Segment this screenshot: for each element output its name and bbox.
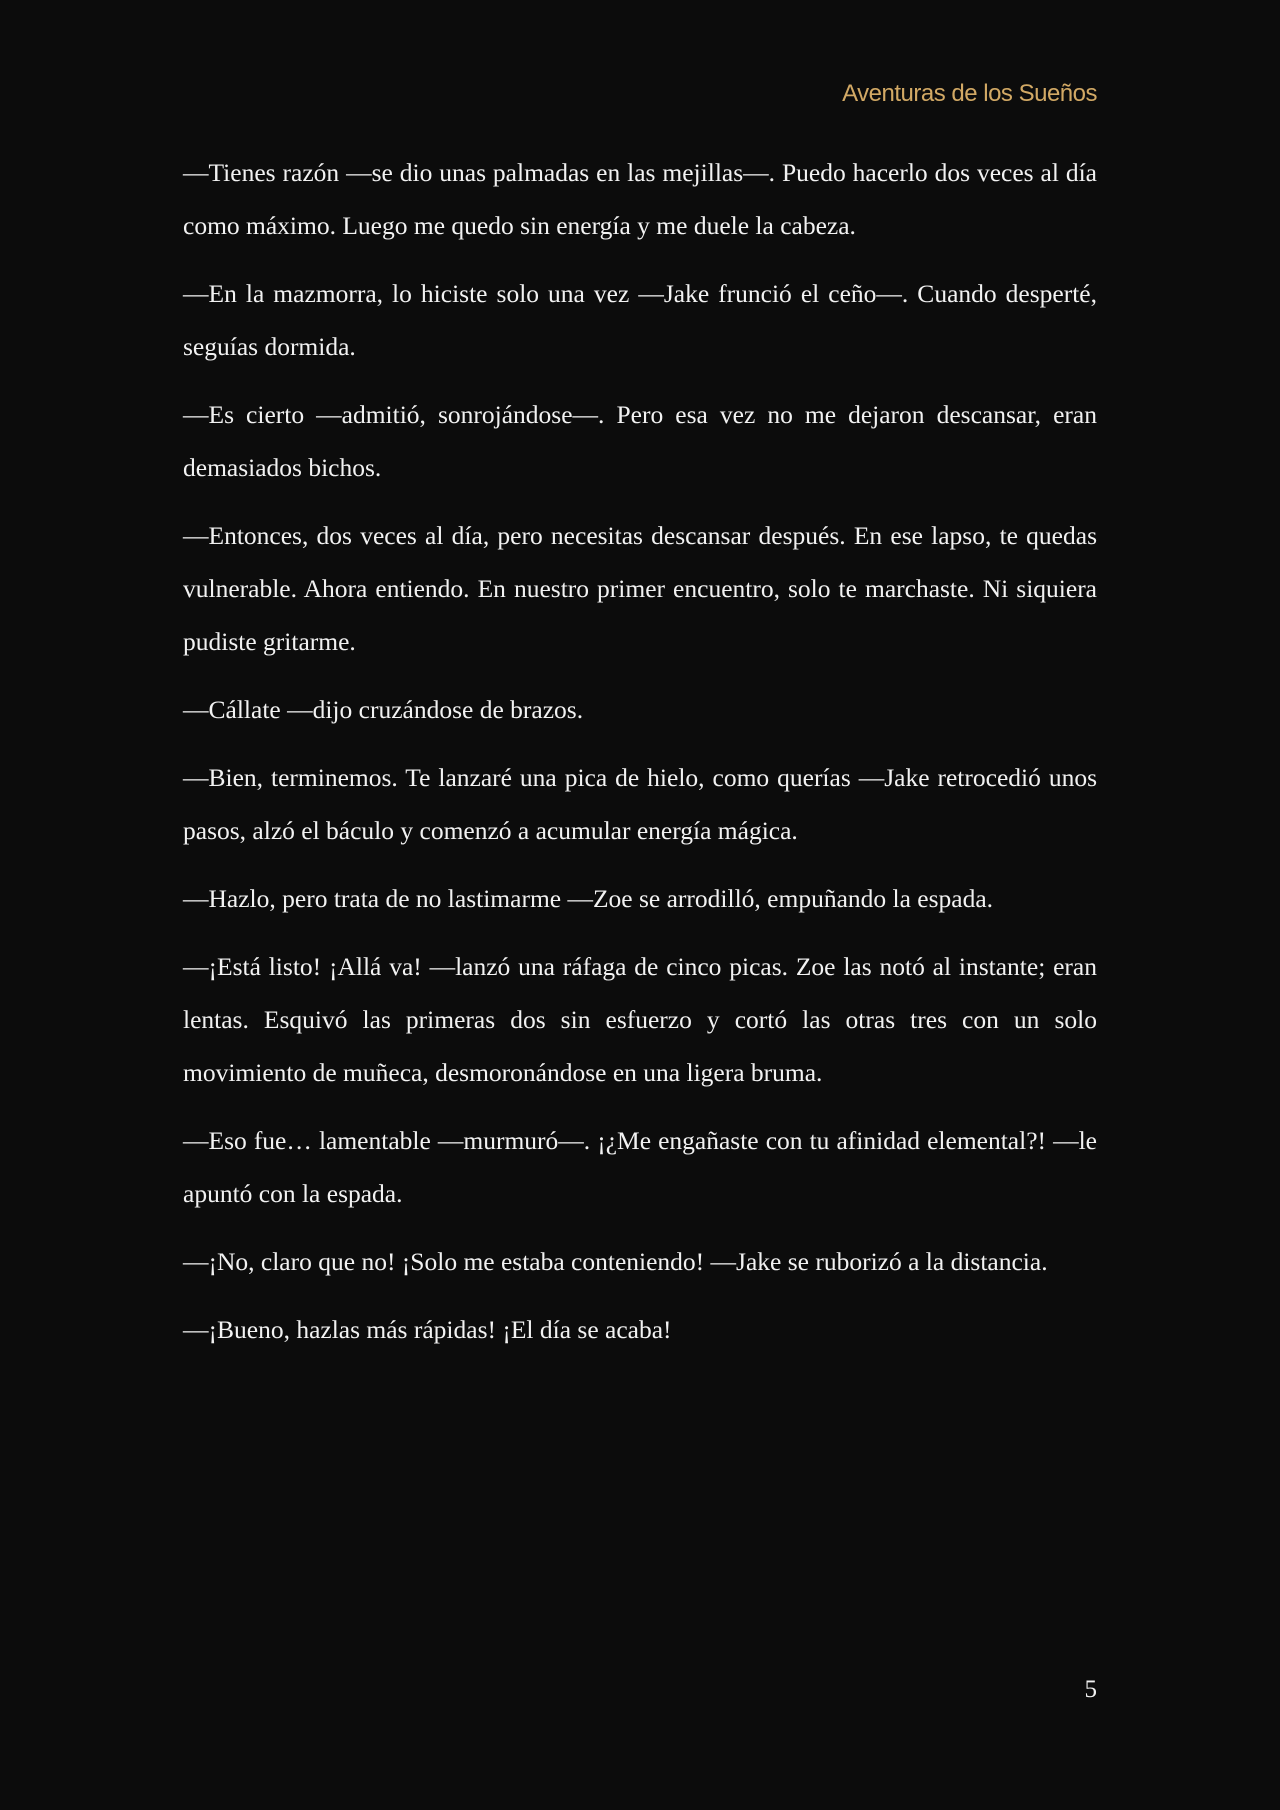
paragraph: —Eso fue… lamentable —murmuró—. ¡¿Me engañaste con tu afinidad elemental?! —le apuntó con la espada.: [183, 1126, 1097, 1208]
paragraph: —Es cierto —admitió, sonrojándose—. Pero esa vez no me dejaron descansar, eran demasiados bichos.: [183, 400, 1097, 482]
running-header-book-title: Aventuras de los Sueños: [842, 80, 1097, 107]
paragraph: —Hazlo, pero trata de no lastimarme —Zoe se arrodilló, empuñando la espada.: [183, 884, 994, 913]
paragraph: —En la mazmorra, lo hiciste solo una vez —Jake frunció el ceño—. Cuando desperté, seguías dormida.: [183, 279, 1097, 361]
paragraph: —¡No, claro que no! ¡Solo me estaba conteniendo! —Jake se ruborizó a la distancia.: [183, 1247, 1048, 1276]
paragraph: —Bien, terminemos. Te lanzaré una pica de hielo, como querías —Jake retrocedió unos pasos, alzó el báculo y comenzó a acumular energía mágica.: [183, 763, 1097, 845]
paragraph: —Entonces, dos veces al día, pero necesitas descansar después. En ese lapso, te quedas vulnerable. Ahora entiendo. En nuestro primer encuentro, solo te marchaste. Ni siquiera pudiste gritarme.: [183, 521, 1097, 656]
paragraph: —¡Está listo! ¡Allá va! —lanzó una ráfaga de cinco picas. Zoe las notó al instante; eran lentas. Esquivó las primeras dos sin esfuerzo y cortó las otras tres con un solo movimiento de muñeca, desmoronándose en una ligera bruma.: [183, 952, 1097, 1087]
page-number: 5: [1084, 1676, 1097, 1703]
paragraph: —Tienes razón —se dio unas palmadas en las mejillas—. Puedo hacerlo dos veces al día como máximo. Luego me quedo sin energía y me duele la cabeza.: [183, 158, 1097, 240]
paragraph: —Cállate —dijo cruzándose de brazos.: [183, 695, 584, 724]
body-text: [183, 146, 1097, 1371]
paragraph: —¡Bueno, hazlas más rápidas! ¡El día se acaba!: [183, 1315, 672, 1344]
